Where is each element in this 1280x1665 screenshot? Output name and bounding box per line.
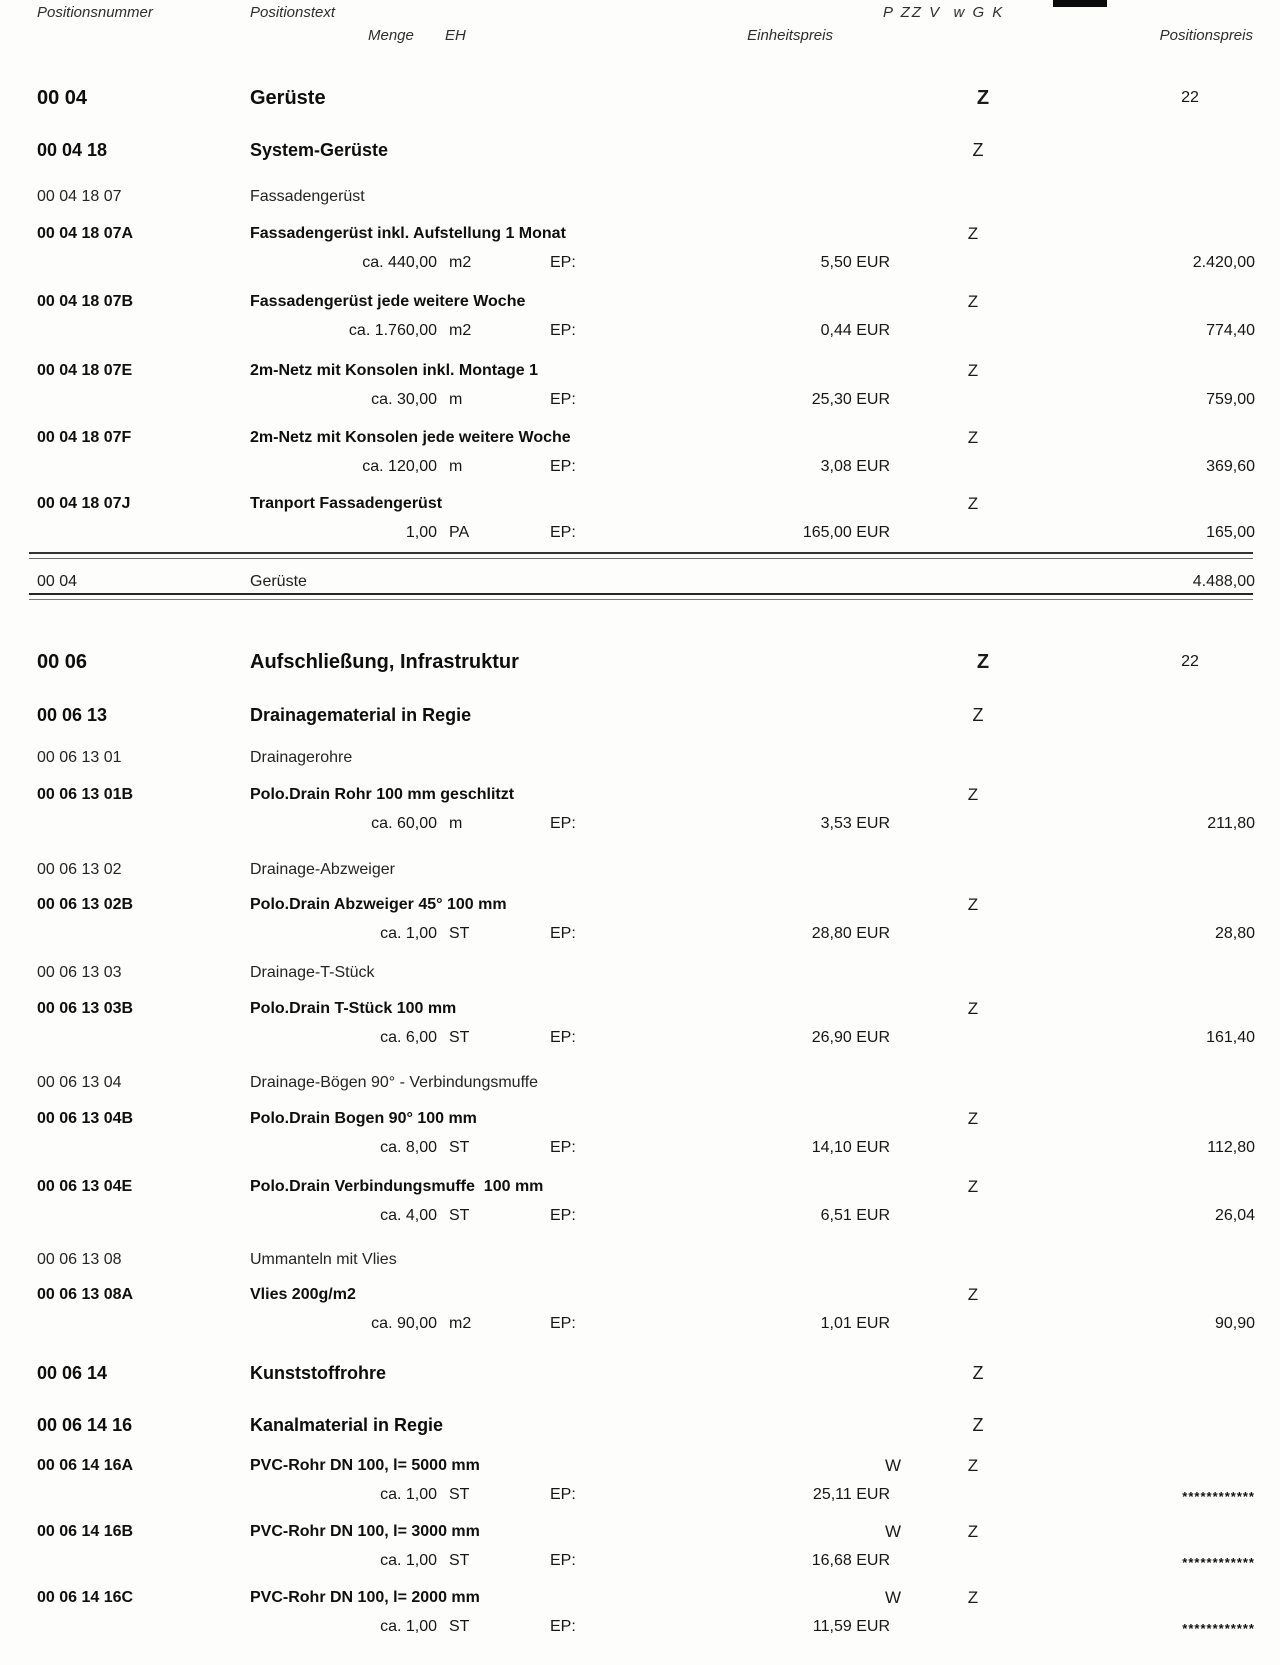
- position-number: 00 04 18 07: [37, 188, 122, 205]
- position-number: 00 04 18: [37, 140, 108, 160]
- ep-label: EP:: [550, 1315, 576, 1332]
- quantity: ca. 440,00: [362, 254, 437, 271]
- position-text: PVC-Rohr DN 100, l= 5000 mm: [250, 1457, 480, 1474]
- position-number: 00 06 13 01: [37, 749, 122, 766]
- column-header-eh: EH: [445, 27, 466, 44]
- position-text: System-Gerüste: [250, 140, 389, 160]
- quantity: ca. 90,00: [371, 1315, 437, 1332]
- position-price: 90,90: [1214, 1315, 1255, 1332]
- column-header-positionsnummer: Positionsnummer: [37, 4, 153, 21]
- position-number: 00 06 13 04: [37, 1074, 122, 1091]
- z-flag: Z: [967, 1456, 979, 1475]
- quantity: ca. 8,00: [380, 1139, 437, 1156]
- position-text: Gerüste: [250, 87, 326, 109]
- position-number: 00 06 14 16: [37, 1415, 133, 1435]
- position-number: 00 06 13: [37, 705, 108, 725]
- position-number: 00 06 13 02: [37, 861, 122, 878]
- position-price: 774,40: [1206, 322, 1255, 339]
- quantity: ca. 60,00: [371, 815, 437, 832]
- ep-label: EP:: [550, 1552, 576, 1569]
- position-number: 00 04 18 07J: [37, 495, 131, 512]
- unit-price: 14,10 EUR: [811, 1139, 890, 1156]
- position-number: 00 06 14 16C: [37, 1589, 134, 1606]
- position-number: 00 04 18 07F: [37, 429, 132, 446]
- unit-price: 28,80 EUR: [811, 925, 890, 942]
- quantity: ca. 1,00: [380, 1486, 437, 1503]
- position-text: Drainagerohre: [250, 749, 353, 766]
- position-text: Drainagematerial in Regie: [250, 705, 472, 725]
- z-flag: Z: [967, 785, 979, 804]
- position-text: Fassadengerüst: [250, 188, 365, 205]
- unit: m2: [449, 254, 472, 271]
- z-flag: Z: [967, 999, 979, 1018]
- position-number: 00 06 13 04E: [37, 1178, 133, 1195]
- position-price: 28,80: [1214, 925, 1255, 942]
- unit: m: [449, 391, 463, 408]
- position-text: Vlies 200g/m2: [250, 1286, 356, 1303]
- z-flag: Z: [967, 361, 979, 380]
- position-price: 2.420,00: [1192, 254, 1255, 271]
- unit-price: 0,44 EUR: [820, 322, 890, 339]
- z-flag: Z: [972, 1415, 984, 1435]
- position-text: PVC-Rohr DN 100, l= 2000 mm: [250, 1589, 480, 1606]
- position-text: Gerüste: [250, 573, 307, 590]
- z-flag: Z: [976, 651, 990, 673]
- z-flag: Z: [976, 87, 990, 109]
- section-summary-rule-bottom: [29, 593, 1253, 600]
- position-text: PVC-Rohr DN 100, l= 3000 mm: [250, 1523, 480, 1540]
- unit-price: 16,68 EUR: [811, 1552, 890, 1569]
- position-price: 26,04: [1214, 1207, 1255, 1224]
- position-number: 00 04 18 07A: [37, 225, 134, 242]
- unit: ST: [449, 1207, 470, 1224]
- position-number: 00 06 14: [37, 1363, 108, 1383]
- position-price: 4.488,00: [1192, 573, 1255, 590]
- position-text: Drainage-T-Stück: [250, 964, 375, 981]
- quantity: ca. 120,00: [362, 458, 437, 475]
- z-flag: Z: [972, 705, 984, 725]
- position-number: 00 06: [37, 651, 88, 673]
- ep-label: EP:: [550, 925, 576, 942]
- unit-price: 25,30 EUR: [811, 391, 890, 408]
- unit-price: 3,53 EUR: [820, 815, 890, 832]
- z-flag: Z: [967, 895, 979, 914]
- section-price: 22: [1181, 653, 1199, 670]
- z-flag: Z: [967, 224, 979, 243]
- position-price: 112,80: [1207, 1139, 1255, 1156]
- scan-artifact-mark: [1053, 0, 1107, 7]
- column-header-flags: P ZZ V w G K: [883, 4, 1005, 21]
- unit: m2: [449, 322, 472, 339]
- ep-label: EP:: [550, 815, 576, 832]
- position-price: 161,40: [1206, 1029, 1255, 1046]
- unit: ST: [449, 1486, 470, 1503]
- quantity: 1,00: [405, 524, 437, 541]
- position-text: Polo.Drain Rohr 100 mm geschlitzt: [250, 786, 515, 803]
- ep-label: EP:: [550, 524, 576, 541]
- position-price: 211,80: [1207, 815, 1255, 832]
- ep-label: EP:: [550, 1029, 576, 1046]
- column-header-menge: Menge: [368, 27, 414, 44]
- quantity: ca. 6,00: [380, 1029, 437, 1046]
- section-summary-rule-top: [29, 552, 1253, 559]
- ep-label: EP:: [550, 458, 576, 475]
- w-flag: W: [884, 1456, 902, 1475]
- position-number: 00 06 13 08A: [37, 1286, 134, 1303]
- position-number: 00 06 13 01B: [37, 786, 134, 803]
- position-number: 00 04: [37, 87, 88, 109]
- unit: ST: [449, 1552, 470, 1569]
- z-flag: Z: [967, 1522, 979, 1541]
- position-text: Tranport Fassadengerüst: [250, 495, 443, 512]
- position-text: Fassadengerüst inkl. Aufstellung 1 Monat: [250, 225, 566, 242]
- position-text: 2m-Netz mit Konsolen inkl. Montage 1: [250, 362, 539, 379]
- ep-label: EP:: [550, 391, 576, 408]
- position-number: 00 06 13 03B: [37, 1000, 134, 1017]
- position-price: 759,00: [1206, 391, 1255, 408]
- unit-price: 5,50 EUR: [820, 254, 890, 271]
- z-flag: Z: [967, 1285, 979, 1304]
- unit-price: 6,51 EUR: [820, 1207, 890, 1224]
- position-number: 00 06 14 16B: [37, 1523, 134, 1540]
- position-text: Drainage-Bögen 90° - Verbindungsmuffe: [250, 1074, 539, 1091]
- quantity: ca. 30,00: [371, 391, 437, 408]
- unit: m: [449, 815, 463, 832]
- quantity: ca. 1,00: [380, 1552, 437, 1569]
- masked-position-price: ************: [1182, 1489, 1255, 1504]
- quantity: ca. 1,00: [380, 1618, 437, 1635]
- ep-label: EP:: [550, 1139, 576, 1156]
- column-header-einheitspreis: Einheitspreis: [747, 27, 833, 44]
- unit: PA: [449, 524, 470, 541]
- position-text: 2m-Netz mit Konsolen jede weitere Woche: [250, 429, 571, 446]
- unit: ST: [449, 925, 470, 942]
- w-flag: W: [884, 1588, 902, 1607]
- unit-price: 165,00 EUR: [802, 524, 890, 541]
- position-text: Polo.Drain Verbindungsmuffe 100 mm: [250, 1178, 544, 1195]
- z-flag: Z: [967, 428, 979, 447]
- z-flag: Z: [972, 140, 984, 160]
- unit: ST: [449, 1029, 470, 1046]
- unit-price: 25,11 EUR: [812, 1486, 890, 1503]
- position-number: 00 06 14 16A: [37, 1457, 134, 1474]
- unit: ST: [449, 1139, 470, 1156]
- column-header-positionstext: Positionstext: [250, 4, 336, 21]
- unit-price: 1,01 EUR: [820, 1315, 890, 1332]
- ep-label: EP:: [550, 1207, 576, 1224]
- position-number: 00 06 13 02B: [37, 896, 134, 913]
- position-text: Fassadengerüst jede weitere Woche: [250, 293, 526, 310]
- position-number: 00 04 18 07B: [37, 293, 134, 310]
- quantity: ca. 4,00: [380, 1207, 437, 1224]
- position-text: Kunststoffrohre: [250, 1363, 386, 1383]
- unit-price: 26,90 EUR: [811, 1029, 890, 1046]
- position-price: 165,00: [1206, 524, 1255, 541]
- ep-label: EP:: [550, 1486, 576, 1503]
- position-text: Drainage-Abzweiger: [250, 861, 395, 878]
- z-flag: Z: [967, 1177, 979, 1196]
- position-number: 00 06 13 08: [37, 1251, 122, 1268]
- position-text: Polo.Drain Abzweiger 45° 100 mm: [250, 896, 507, 913]
- position-text: Ummanteln mit Vlies: [250, 1251, 397, 1268]
- w-flag: W: [884, 1522, 902, 1541]
- quantity: ca. 1,00: [380, 925, 437, 942]
- masked-position-price: ************: [1182, 1621, 1255, 1636]
- column-header-positionspreis: Positionspreis: [1159, 27, 1253, 44]
- ep-label: EP:: [550, 1618, 576, 1635]
- unit: ST: [449, 1618, 470, 1635]
- ep-label: EP:: [550, 322, 576, 339]
- position-text: Polo.Drain T-Stück 100 mm: [250, 1000, 457, 1017]
- z-flag: Z: [967, 494, 979, 513]
- unit: m2: [449, 1315, 472, 1332]
- position-number: 00 06 13 04B: [37, 1110, 134, 1127]
- z-flag: Z: [967, 292, 979, 311]
- unit-price: 11,59 EUR: [812, 1618, 890, 1635]
- z-flag: Z: [972, 1363, 984, 1383]
- position-price: 369,60: [1206, 458, 1255, 475]
- unit-price: 3,08 EUR: [820, 458, 890, 475]
- section-price: 22: [1181, 89, 1199, 106]
- z-flag: Z: [967, 1109, 979, 1128]
- position-number: 00 04 18 07E: [37, 362, 133, 379]
- z-flag: Z: [967, 1588, 979, 1607]
- masked-position-price: ************: [1182, 1555, 1255, 1570]
- position-text: Aufschließung, Infrastruktur: [250, 651, 519, 673]
- quantity: ca. 1.760,00: [348, 322, 437, 339]
- position-number: 00 04: [37, 573, 78, 590]
- position-number: 00 06 13 03: [37, 964, 122, 981]
- position-text: Kanalmaterial in Regie: [250, 1415, 444, 1435]
- unit: m: [449, 458, 463, 475]
- position-text: Polo.Drain Bogen 90° 100 mm: [250, 1110, 477, 1127]
- ep-label: EP:: [550, 254, 576, 271]
